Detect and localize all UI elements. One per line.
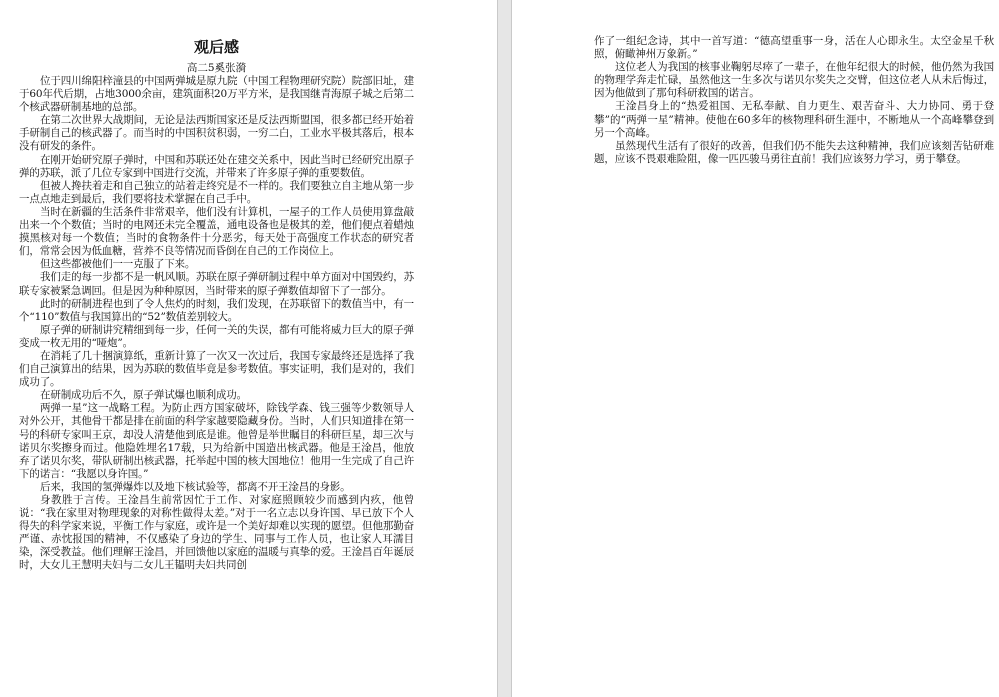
document-author: 高二5奚张漪 xyxy=(186,62,247,74)
paragraph: 在研制成功后不久，原子弹试爆也顺利成功。 xyxy=(40,389,247,402)
paragraph: 身教胜于言传。王淦昌生前常因忙于工作、对家庭照顾较少而感到内疚，他曾说：“我在家里对物理现象的对称性做得太差。”对于一名立志以身许国、早已放下个人得失的科学家来说，平衡工作与家庭，或许是一个美好却难以实现的愿望。但他那勤奋严谨、赤忱报国的精神，不仅感染了身边的学生、同事与工作人员，也让家人耳濡目染，深受教益。他们理解王淦昌，并回馈他以家庭的温暖与真挚的爱。王淦昌百年诞辰时，大女儿王慧明夫妇与二女儿王韫明夫妇共同创 xyxy=(19,494,414,572)
paragraph: 原子弹的研制讲究精细到每一步，任何一关的失误，都有可能将威力巨大的原子弹变成一枚无用的“哑炮”。 xyxy=(19,323,414,349)
document-title: 观后感 xyxy=(193,38,239,56)
right-paragraphs xyxy=(594,35,994,166)
left-paragraphs xyxy=(19,75,414,573)
document-page-left xyxy=(0,0,498,697)
paragraph: 但被人搀扶着走和自己独立的站着走终究是不一样的。我们要独立自主地从第一步一点点地走到最后，我们要将技术掌握在自己手中。 xyxy=(19,179,414,205)
paragraph: 位于四川绵阳梓潼县的中国两弹城是原九院（中国工程物理研究院）院部旧址，建于60年代后期，占地3000余亩，建筑面积20万平方米，是我国继青海原子城之后第二个核武器研制基地的总部。 xyxy=(19,75,414,114)
paragraph: 虽然现代生活有了很好的改善，但我们仍不能失去这种精神，我们应该刻苦钻研难题，应该不畏艰难险阻，像一匹匹骏马勇往直前！我们应该努力学习，勇于攀登。 xyxy=(594,139,994,165)
paragraph: 后来，我国的氢弹爆炸以及地下核试验等，都离不开王淦昌的身影。 xyxy=(40,480,351,493)
paragraph: 王淦昌身上的“热爱祖国、无私奉献、自力更生、艰苦奋斗、大力协同、勇于登攀”的“两弹一星”精神。使他在60多年的核物理科研生涯中，不断地从一个高峰攀登到另一个高峰。 xyxy=(594,100,994,139)
page-left-content xyxy=(19,36,414,573)
page-right-content xyxy=(594,35,994,166)
page-gap xyxy=(498,0,511,697)
paragraph: 在刚开始研究原子弹时，中国和苏联还处在建交关系中，因此当时已经研究出原子弹的苏联，派了几位专家到中国进行交流，并带来了许多原子弹的重要数值。 xyxy=(19,153,414,179)
paragraph: 在消耗了几十捆演算纸，重新计算了一次又一次过后，我国专家最终还是选择了我们自己演算出的结果，因为苏联的数值毕竟是参考数值。事实证明，我们是对的，我们成功了。 xyxy=(19,349,414,389)
paragraph: 当时在新疆的生活条件非常艰辛，他们没有计算机，一屋子的工作人员使用算盘敲出来一个个数值；当时的电网还未完全覆盖，通电设备也是极其的差，他们便点着蜡烛摸黑核对每一个数值；当时的食物条件十分恶劣，每天处于高强度工作状态的研究者们，常常会因为低血糖，营养不良等情况而昏倒在自己的工作岗位上。 xyxy=(19,205,414,258)
paragraph: 在第二次世界大战期间，无论是法西斯国家还是反法西斯盟国，很多都已经开始着手研制自己的核武器了。而当时的中国积贫积弱，一穷二白，工业水平极其落后，根本没有研发的条件。 xyxy=(19,114,414,153)
paragraph: 但这些都被他们一一克服了下来。 xyxy=(40,258,196,271)
paragraph: 这位老人为我国的核事业鞠躬尽瘁了一辈子，在他年纪很大的时候，他仍然为我国的物理学奔走忙碌，虽然他这一生多次与诺贝尔奖失之交臂，但这位老人从未后悔过，因为他做到了那句科研救国的诺言。 xyxy=(594,61,994,100)
paragraph: 作了一组纪念诗，其中一首写道：“德高望重事一身，活在人心即永生。太空金星千秋照，俯瞰神州万象新。” xyxy=(594,35,994,61)
paragraph: 两弹一星”这一战略工程。为防止西方国家破坏，除钱学森、钱三强等少数领导人对外公开，其他骨干都是排在前面的科学家越要隐藏身份。当时，人们只知道排在第一号的科研专家叫王京，却没人清楚他到底是谁。他曾是举世瞩目的科研巨星，却三次与诺贝尔奖擦身而过。他隐姓埋名17载，只为给新中国造出核武器。他是王淦昌，他放弃了诺贝尔奖，带队研制出核武器，托举起中国的核大国地位！他用一生完成了自己许下的诺言：“我愿以身许国。” xyxy=(19,402,414,480)
document-page-right xyxy=(511,0,999,697)
paragraph: 此时的研制进程也到了令人焦灼的时刻，我们发现，在苏联留下的数值当中，有一个“110”数值与我国算出的“52”数值差别较大。 xyxy=(19,297,414,323)
paragraph: 我们走的每一步都不是一帆风顺。苏联在原子弹研制过程中单方面对中国毁约，苏联专家被紧急调回。但是因为种种原因，当时带来的原子弹数值却留下了一部分。 xyxy=(19,271,414,297)
